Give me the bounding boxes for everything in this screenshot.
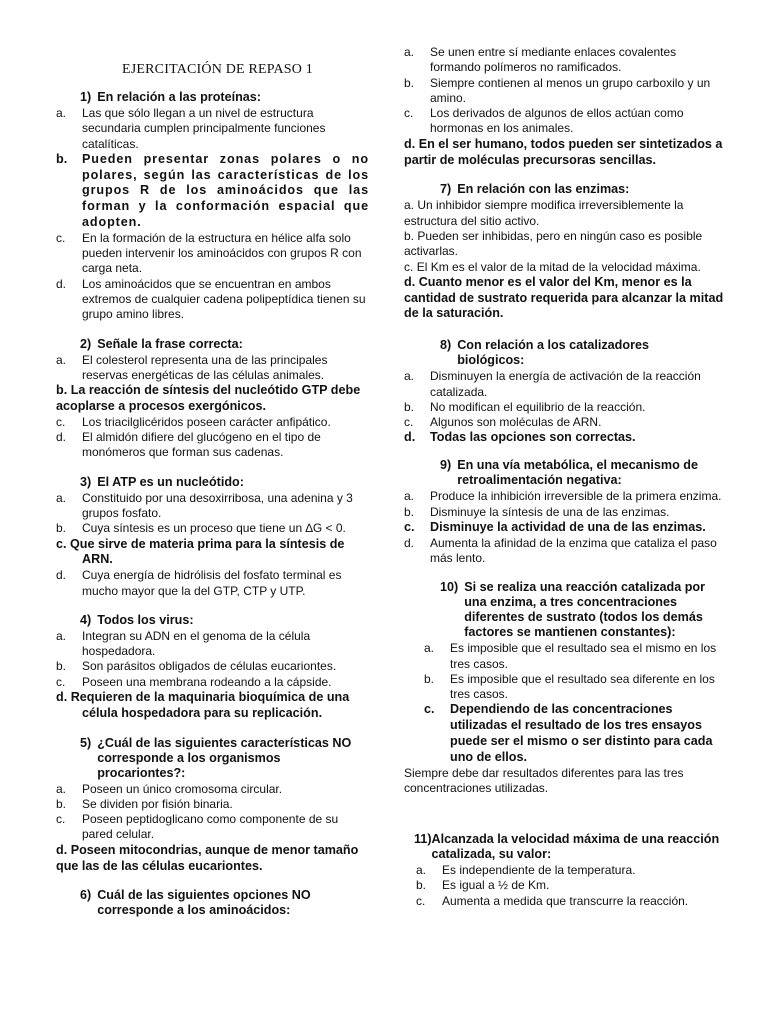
option-a <box>56 491 369 522</box>
option-b <box>404 400 724 415</box>
question-8 <box>404 338 724 446</box>
option-c <box>404 106 724 137</box>
question-2 <box>56 337 369 461</box>
option-b <box>404 229 724 260</box>
option-text: Es independiente de la temperatura. <box>442 863 636 878</box>
question-7-heading <box>404 182 724 197</box>
option-c <box>56 415 369 430</box>
option-d <box>56 568 369 599</box>
option-c <box>56 812 369 843</box>
option-b <box>404 878 724 893</box>
option-letter: c. <box>424 702 435 717</box>
question-text: El ATP es un nucleótido: <box>97 474 244 489</box>
option-letter: a. <box>56 781 67 796</box>
question-3 <box>56 475 369 599</box>
question-9 <box>404 458 724 566</box>
question-text: En una vía metabólica, el mecanismo de retroalimentación negativa: <box>457 458 698 488</box>
option-text: Se unen entre sí mediante enlaces covalentes formando polímeros no ramificados. <box>430 45 677 75</box>
option-letter: c. <box>404 106 414 121</box>
question-11-heading <box>404 832 724 862</box>
option-letter: d. <box>56 690 68 704</box>
question-number: 5) <box>80 735 92 750</box>
option-letter: c. <box>404 259 414 274</box>
option-letter: d. <box>56 842 68 857</box>
option-text: El colesterol representa una de las principales reservas energéticas de las células animales. <box>82 352 328 382</box>
option-text: Es imposible que el resultado sea diferente en los tres casos. <box>450 671 715 702</box>
option-text: Se dividen por fisión binaria. <box>82 796 233 811</box>
option-c <box>404 520 724 536</box>
option-text: Pueden ser inhibidas, pero en ningún caso es posible activarlas. <box>404 228 703 259</box>
question-11 <box>404 832 724 909</box>
option-text: Constituido por una desoxirribosa, una adenina y 3 grupos fosfato. <box>82 490 353 521</box>
option-letter: b. <box>416 878 427 893</box>
option-text: Las que sólo llegan a un nivel de estructura secundaria cumplen principalmente funciones catalíticas. <box>82 106 326 151</box>
option-c <box>56 231 369 277</box>
question-1 <box>56 90 369 323</box>
question-text: En relación a las proteínas: <box>97 90 261 104</box>
option-b <box>56 383 369 415</box>
option-letter: b. <box>404 75 415 90</box>
question-5-heading <box>56 736 369 781</box>
question-1-heading <box>56 90 369 105</box>
option-a <box>56 353 369 384</box>
question-text: Alcanzada la velocidad máxima de una reacción catalizada, su valor: <box>431 832 720 862</box>
option-a <box>404 45 724 76</box>
question-7 <box>404 182 724 322</box>
option-d <box>56 277 369 323</box>
option-letter: c. <box>56 414 66 429</box>
option-text: Poseen un único cromosoma circular. <box>82 781 283 796</box>
option-text: Es igual a ½ de Km. <box>442 878 550 893</box>
option-a <box>56 106 369 152</box>
option-letter: c. <box>404 519 415 534</box>
option-letter: b. <box>424 671 435 686</box>
option-d-text: Siempre debe dar resultados diferentes para las tres concentraciones utilizadas. <box>404 765 684 795</box>
option-a <box>404 369 724 400</box>
option-letter: d. <box>56 430 67 445</box>
option-b <box>56 521 369 536</box>
option-d <box>404 430 724 446</box>
option-d-continued: célula hospedadora para su replicación. <box>82 705 323 720</box>
option-letter: d. <box>404 136 416 151</box>
option-b <box>404 76 724 107</box>
option-a <box>404 863 724 878</box>
option-text: En la formación de la estructura en hélice alfa solo pueden intervenir los aminoácidos con grupos R con carga neta. <box>82 230 362 276</box>
option-text: Son parásitos obligados de células eucariontes. <box>82 659 337 674</box>
option-text: Los triacilglicéridos poseen carácter anfipático. <box>82 414 331 429</box>
question-10 <box>404 580 724 796</box>
option-letter: d. <box>56 568 67 583</box>
question-4 <box>56 613 369 722</box>
option-c <box>404 415 724 430</box>
option-letter: c. <box>56 812 66 827</box>
option-letter: b. <box>404 504 415 519</box>
option-letter: b. <box>56 659 67 674</box>
option-text: Disminuye la síntesis de una de las enzimas. <box>430 504 670 519</box>
option-letter: d. <box>404 274 416 289</box>
option-letter: d. <box>404 430 416 445</box>
question-number: 1) <box>80 90 92 104</box>
question-number: 4) <box>80 612 92 627</box>
option-letter: c. <box>56 230 66 245</box>
left-column <box>56 62 369 919</box>
option-text: Siempre contienen al menos un grupo carboxilo y un amino. <box>430 75 711 105</box>
option-a <box>56 782 369 797</box>
question-4-heading <box>56 613 369 628</box>
option-text: Los derivados de algunos de ellos actúan como hormonas en los animales. <box>430 106 684 136</box>
option-d <box>56 690 369 706</box>
option-letter: a. <box>56 628 67 643</box>
option-letter: c. <box>56 674 66 689</box>
option-text: En el ser humano, todos pueden ser sintetizados a partir de moléculas precursoras sencillas. <box>404 136 723 167</box>
option-text: Aumenta a medida que transcurre la reacción. <box>442 893 689 908</box>
option-letter: b. <box>56 151 68 166</box>
question-number: 3) <box>80 474 92 489</box>
option-b <box>56 797 369 812</box>
option-text: Poseen peptidoglicano como componente de su pared celular. <box>82 812 339 842</box>
option-text: El almidón difiere del glucógeno en el tipo de monómeros que forman sus cadenas. <box>82 430 321 460</box>
option-text: Produce la inhibición irreversible de la primera enzima. <box>430 489 722 504</box>
question-number: 10) <box>440 580 459 595</box>
option-letter: a. <box>56 490 67 505</box>
option-a <box>56 629 369 660</box>
question-text: Todos los virus: <box>97 612 194 627</box>
question-5 <box>56 736 369 875</box>
option-text: Aumenta la afinidad de la enzima que cataliza el paso más lento. <box>430 535 717 565</box>
right-column <box>404 45 724 909</box>
option-letter: c. <box>56 536 67 551</box>
option-text: Poseen mitocondrias, aunque de menor tamaño que las de las células eucariontes. <box>56 842 359 873</box>
question-6 <box>56 888 369 918</box>
option-c <box>404 702 724 765</box>
option-b <box>56 152 369 231</box>
option-letter: b. <box>56 383 68 398</box>
option-letter: c. <box>404 415 414 430</box>
document-title: EJERCITACIÓN DE REPASO 1 <box>121 62 313 77</box>
option-text: Requieren de la maquinaria bioquímica de una <box>70 690 350 704</box>
option-d <box>404 536 724 567</box>
option-a <box>404 489 724 504</box>
option-a <box>404 198 724 229</box>
option-letter: b. <box>404 228 415 243</box>
question-number: 9) <box>440 458 452 473</box>
option-text: Un inhibidor siempre modifica irreversiblemente la estructura del sitio activo. <box>404 198 684 228</box>
option-c <box>404 894 724 909</box>
option-text: Pueden presentar zonas polares o no polares, según las características de los grupos R de los aminoácidos que las forman y la conformación espacial que adopten. <box>82 151 369 230</box>
question-text: Señale la frase correcta: <box>97 336 243 351</box>
question-text: Con relación a los catalizadores biológicos: <box>457 338 649 368</box>
option-letter: b. <box>56 521 67 536</box>
question-number: 8) <box>440 338 452 353</box>
option-a <box>404 641 724 672</box>
option-letter: a. <box>56 106 67 120</box>
option-letter: a. <box>404 198 415 213</box>
question-text: ¿Cuál de las siguientes características NO corresponde a los organismos procariontes?: <box>97 735 352 780</box>
question-6-options <box>404 45 724 168</box>
question-6-heading <box>56 888 369 918</box>
option-c <box>56 537 369 553</box>
question-9-heading <box>404 458 724 488</box>
option-d <box>404 137 724 169</box>
option-letter: a. <box>404 489 415 504</box>
option-letter: a. <box>404 369 415 384</box>
option-d <box>56 430 369 461</box>
question-2-heading <box>56 337 369 352</box>
option-letter: a. <box>424 641 435 656</box>
option-text: Dependiendo de las concentraciones utilizadas el resultado de los tres ensayos puede ser el mismo o ser distinto para cada uno de ellos. <box>450 702 713 764</box>
option-text: Disminuyen la energía de activación de la reacción catalizada. <box>430 369 701 399</box>
question-text: Si se realiza una reacción catalizada por una enzima, a tres concentraciones diferentes de sustrato (todos los demás factores se mantienen constantes): <box>464 580 705 640</box>
question-number: 11) <box>414 832 432 847</box>
question-text: Cuál de las siguientes opciones NO corresponde a los aminoácidos: <box>97 888 311 918</box>
option-text: Cuya energía de hidrólisis del fosfato terminal es mucho mayor que la del GTP, CTP y UTP. <box>82 568 342 598</box>
option-letter: a. <box>416 863 427 878</box>
option-text: Algunos son moléculas de ARN. <box>430 415 602 430</box>
question-8-heading <box>404 338 724 368</box>
option-letter: a. <box>56 352 67 367</box>
option-text: Que sirve de materia prima para la síntesis de <box>70 536 345 551</box>
option-letter: b. <box>404 399 415 414</box>
question-text: En relación con las enzimas: <box>457 182 630 197</box>
option-letter: d. <box>404 535 415 550</box>
option-text: Cuya síntesis es un proceso que tiene un ∆G < 0. <box>82 521 346 536</box>
option-b <box>56 659 369 674</box>
option-text: Los aminoácidos que se encuentran en ambos extremos de cualquier cadena polipeptídica tienen su grupo amino libres. <box>82 276 366 322</box>
option-text: Poseen una membrana rodeando a la cápside. <box>82 674 332 689</box>
option-letter: d. <box>56 276 67 291</box>
option-text: Cuanto menor es el valor del Km, menor es la cantidad de sustrato requerida para alcanzar la mitad de la saturación. <box>404 274 724 321</box>
option-letter: a. <box>404 45 415 59</box>
option-text: Integran su ADN en el genoma de la célula hospedadora. <box>82 628 311 659</box>
option-d <box>404 275 724 322</box>
option-d <box>56 843 369 875</box>
option-text: Disminuye la actividad de una de las enzimas. <box>430 519 706 534</box>
option-c <box>56 675 369 690</box>
option-c-continued: ARN. <box>82 552 113 567</box>
question-number: 7) <box>440 182 452 197</box>
question-number: 6) <box>80 888 92 903</box>
option-text: Todas las opciones son correctas. <box>430 430 636 445</box>
question-number: 2) <box>80 336 92 351</box>
option-text: No modifican el equilibrio de la reacción. <box>430 399 646 414</box>
option-text: La reacción de síntesis del nucleótido GTP debe acoplarse a procesos exergónicos. <box>56 383 361 414</box>
option-b <box>404 672 724 703</box>
option-text: El Km es el valor de la mitad de la velocidad máxima. <box>416 259 701 274</box>
option-letter: b. <box>56 796 67 811</box>
question-3-heading <box>56 475 369 490</box>
option-c <box>404 260 724 275</box>
option-text: Es imposible que el resultado sea el mismo en los tres casos. <box>450 641 717 671</box>
option-letter: c. <box>416 893 426 908</box>
question-10-heading <box>404 580 724 640</box>
option-b <box>404 505 724 520</box>
